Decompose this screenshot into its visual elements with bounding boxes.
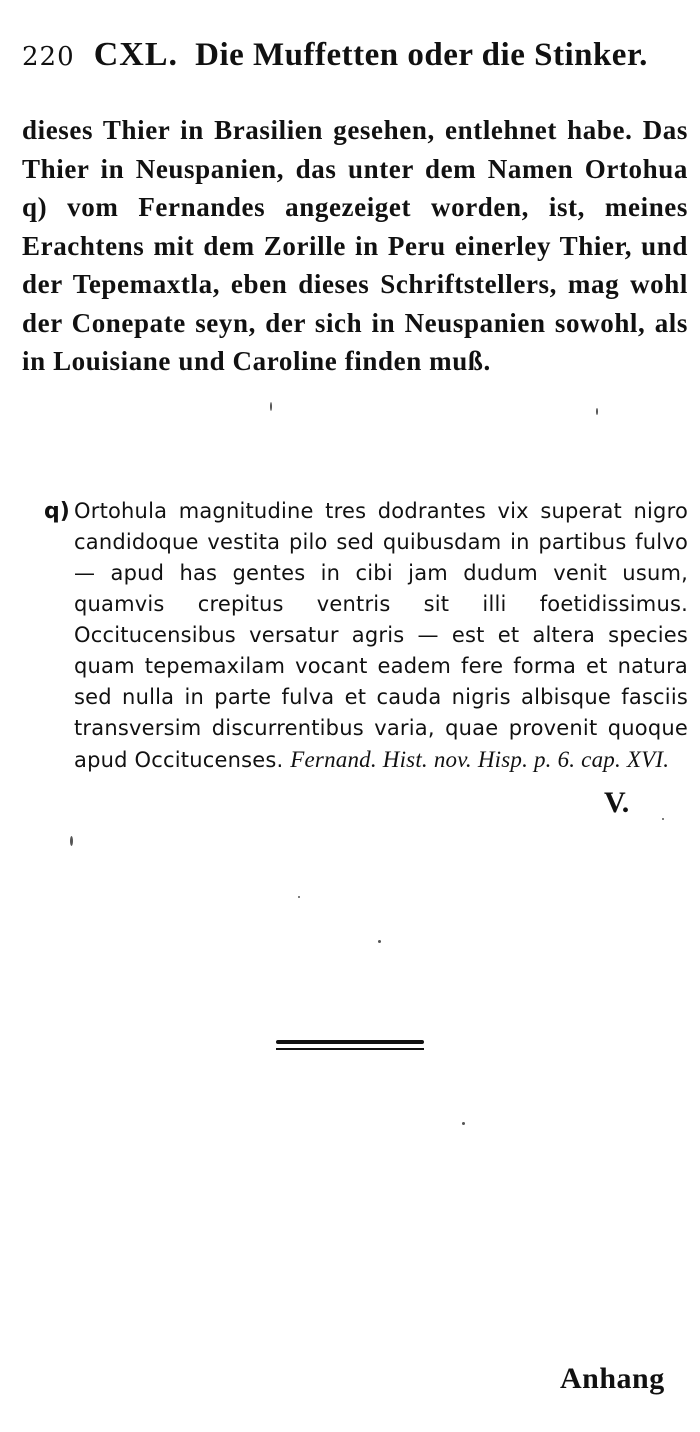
paper-speck bbox=[596, 408, 598, 415]
catchword: Anhang bbox=[560, 1362, 665, 1395]
divider-thin-line bbox=[276, 1048, 424, 1050]
signature-mark: V. bbox=[604, 786, 630, 819]
footnote-text: Ortohula magnitudine tres dodrantes vix superat nigro candidoque vestita pilo sed quibusdam in partibus fulvo — apud has gentes in cibi jam dudum venit usum, quamvis crepitus ventris sit illi foetidissimus. Occitucensibus versatur agris — est et altera species quam tepemaxilam vocant eadem fere forma et natura sed nulla in parte fulva et cauda nigris albisque fasciis transversim discurrentibus varia, quae provenit quoque apud Occitucenses. bbox=[74, 499, 688, 772]
footnote bbox=[44, 496, 688, 776]
running-title: Die Muffetten oder die Stinker. bbox=[195, 37, 648, 73]
footnote-marker: q) bbox=[44, 499, 70, 524]
running-header bbox=[22, 36, 682, 84]
paper-speck bbox=[298, 896, 300, 898]
chapter-number: CXL. bbox=[93, 36, 179, 73]
page-number: 220 bbox=[22, 42, 75, 72]
footnote-body bbox=[74, 496, 688, 776]
paper-speck bbox=[462, 1122, 465, 1125]
section-divider-rule bbox=[276, 1040, 424, 1050]
divider-thick-line bbox=[276, 1040, 424, 1044]
footnote-citation: Fernand. Hist. nov. Hisp. p. 6. cap. XVI. bbox=[290, 747, 670, 772]
paper-speck bbox=[662, 818, 664, 820]
paper-speck bbox=[270, 402, 272, 411]
paper-speck bbox=[70, 836, 73, 846]
paper-speck bbox=[378, 940, 381, 943]
body-paragraph: dieses Thier in Brasilien gesehen, entlehnet habe. Das Thier in Neuspanien, das unter dem Namen Ortohua q) vom Fernandes angezeiget worden, ist, meines Erachtens mit dem Zorille in Peru einerley Thier, und der Tepemaxtla, eben dieses Schriftstellers, mag wohl der Conepate seyn, der sich in Neuspanien sowohl, als in Louisiane und Caroline finden muß. bbox=[22, 115, 688, 376]
